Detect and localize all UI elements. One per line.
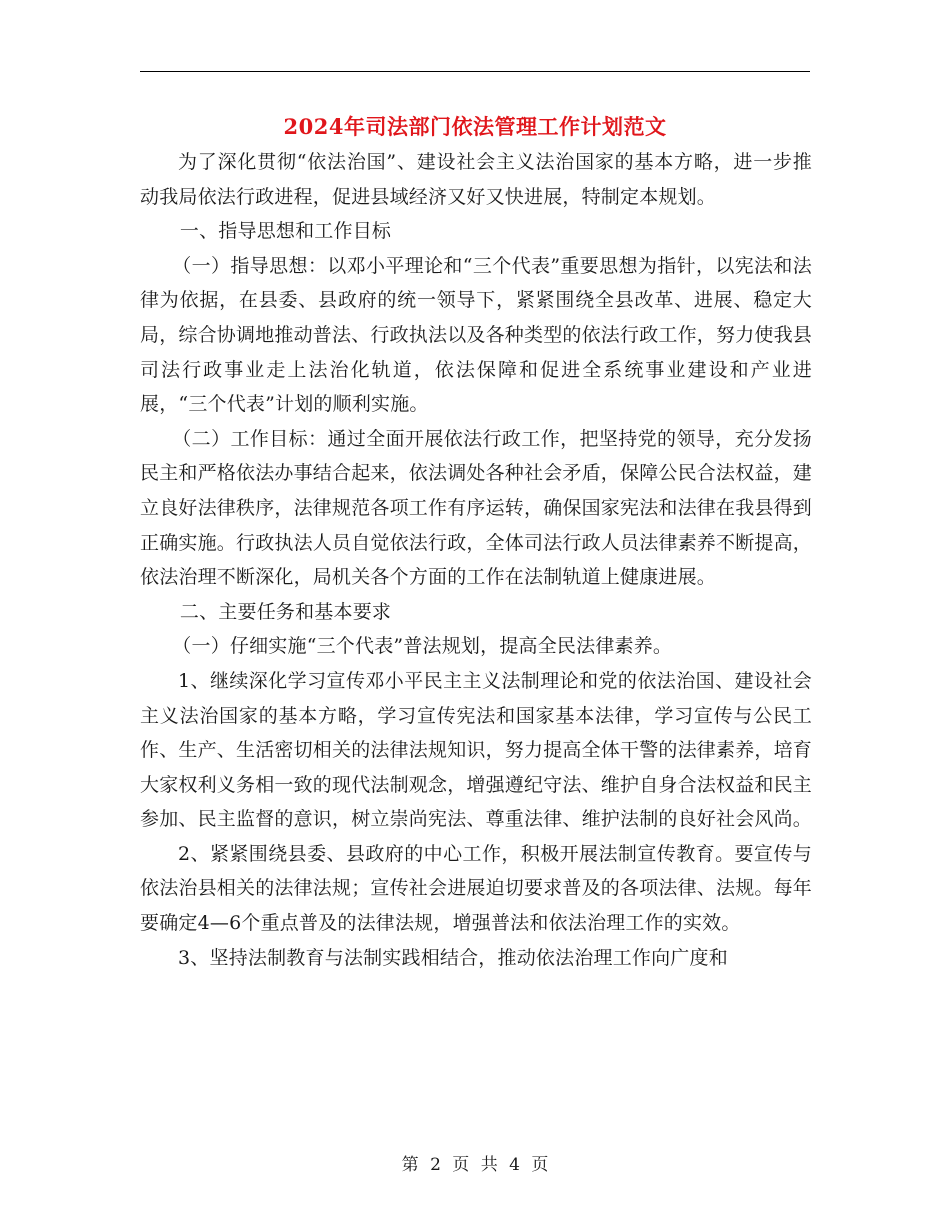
subsection-heading-1: （一）仔细实施“三个代表”普法规划，提高全民法律素养。 <box>172 635 673 658</box>
document-title: 2024年司法部门依法管理工作计划范文 <box>283 114 667 139</box>
section-heading-2: 二、主要任务和基本要求 <box>179 600 392 623</box>
document-body <box>140 145 812 975</box>
paragraph-item-2: 2、紧紧围绕县委、县政府的中心工作，积极开展法制宣传教育。要宣传与依法治县相关的法律法规；宣传社会进展迫切要求普及的各项法律、法规。每年要确定4—6个重点普及的法律法规，增强普法和依法治理工作的实效。 <box>140 842 813 935</box>
paragraph-intro: 为了深化贯彻“依法治国”、建设社会主义法治国家的基本方略，进一步推动我局依法行政进程，促进县域经济又好又快进展，特制定本规划。 <box>140 151 812 208</box>
header-rule <box>140 71 810 72</box>
paragraph-work-goals: （二）工作目标：通过全面开展依法行政工作，把坚持党的领导，充分发扬民主和严格依法办事结合起来，依法调处各种社会矛盾，保障公民合法权益，建立良好法律秩序，法律规范各项工作有序运转，确保国家宪法和法律在我县得到正确实施。行政执法人员自觉依法行政，全体司法行政人员法律素养不断提高，依法治理不断深化，局机关各个方面的工作在法制轨道上健康进展。 <box>140 427 813 589</box>
page-number-footer: 第 2 页 共 4 页 <box>401 1155 549 1175</box>
paragraph-guiding-thought: （一）指导思想：以邓小平理论和“三个代表”重要思想为指针，以宪法和法律为依据，在县委、县政府的统一领导下，紧紧围绕全县改革、进展、稳定大局，综合协调地推动普法、行政执法以及各种类型的依法行政工作，努力使我县司法行政事业走上法治化轨道，依法保障和促进全系统事业建设和产业进展，“三个代表”计划的顺利实施。 <box>140 254 813 416</box>
paragraph-item-1: 1、继续深化学习宣传邓小平民主主义法制理论和党的依法治国、建设社会主义法治国家的基本方略，学习宣传宪法和国家基本法律，学习宣传与公民工作、生产、生活密切相关的法律法规知识，努力提高全体干警的法律素养，培育大家权利义务相一致的现代法制观念，增强遵纪守法、维护自身合法权益和民主参加、民主监督的意识，树立崇尚宪法、尊重法律、维护法制的良好社会风尚。 <box>140 669 813 831</box>
paragraph-item-3: 3、坚持法制教育与法制实践相结合，推动依法治理工作向广度和 <box>178 946 728 969</box>
section-heading-1: 一、指导思想和工作目标 <box>179 220 392 243</box>
